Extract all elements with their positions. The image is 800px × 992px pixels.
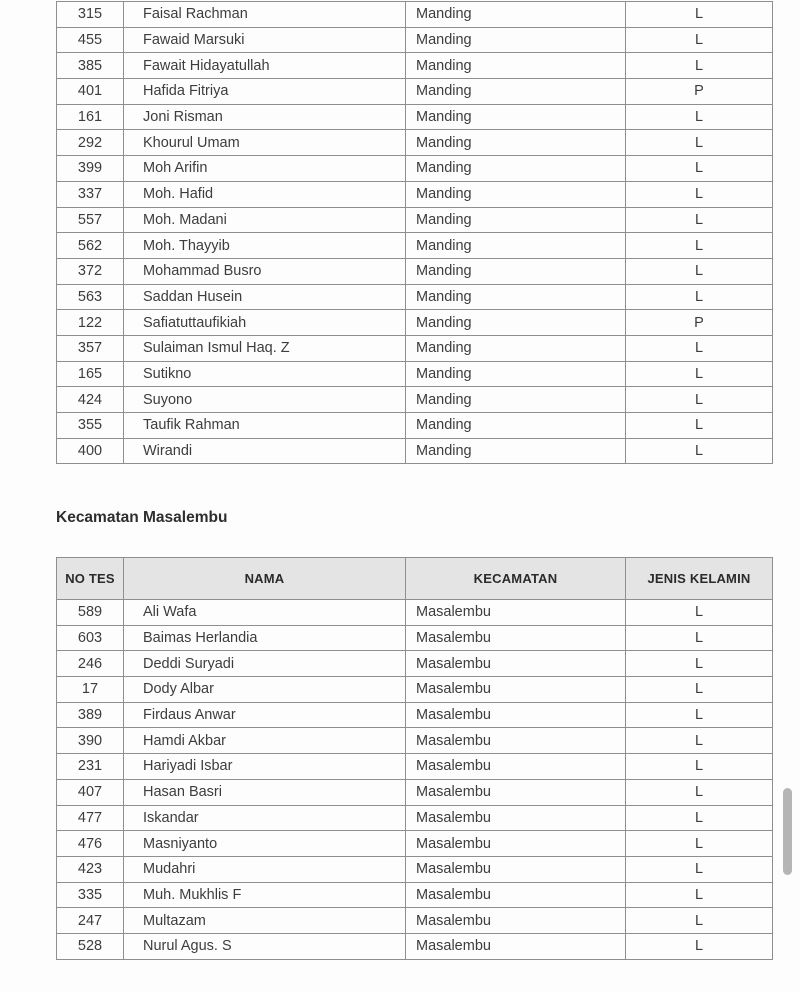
jenis-kelamin-cell: P xyxy=(626,310,773,336)
manding-table-grid xyxy=(56,1,773,464)
jenis-kelamin-cell: L xyxy=(626,651,773,677)
scrollbar-thumb[interactable] xyxy=(783,788,792,875)
no-tes-cell: 292 xyxy=(57,130,124,156)
no-tes-cell: 337 xyxy=(57,181,124,207)
jenis-kelamin-cell: L xyxy=(626,754,773,780)
nama-cell: Fawaid Marsuki xyxy=(124,27,406,53)
table-row xyxy=(57,625,773,651)
manding-table xyxy=(56,1,773,464)
nama-cell: Deddi Suryadi xyxy=(124,651,406,677)
nama-cell: Multazam xyxy=(124,908,406,934)
no-tes-cell: 355 xyxy=(57,413,124,439)
table-row xyxy=(57,2,773,28)
kecamatan-cell: Manding xyxy=(406,130,626,156)
no-tes-cell: 247 xyxy=(57,908,124,934)
jenis-kelamin-cell: L xyxy=(626,181,773,207)
kecamatan-cell: Manding xyxy=(406,361,626,387)
kecamatan-cell: Masalembu xyxy=(406,754,626,780)
jenis-kelamin-cell: L xyxy=(626,335,773,361)
table-row xyxy=(57,233,773,259)
jenis-kelamin-cell: L xyxy=(626,387,773,413)
no-tes-cell: 401 xyxy=(57,79,124,105)
table-row xyxy=(57,310,773,336)
jenis-kelamin-cell: L xyxy=(626,677,773,703)
table-row xyxy=(57,284,773,310)
no-tes-cell: 477 xyxy=(57,805,124,831)
jenis-kelamin-cell: L xyxy=(626,882,773,908)
table-row xyxy=(57,104,773,130)
no-tes-cell: 563 xyxy=(57,284,124,310)
jenis-kelamin-cell: L xyxy=(626,625,773,651)
jenis-kelamin-cell: L xyxy=(626,104,773,130)
nama-cell: Masniyanto xyxy=(124,831,406,857)
kecamatan-cell: Masalembu xyxy=(406,677,626,703)
table-header-row xyxy=(57,558,773,600)
nama-cell: Hariyadi Isbar xyxy=(124,754,406,780)
nama-cell: Khourul Umam xyxy=(124,130,406,156)
table-row xyxy=(57,361,773,387)
no-tes-cell: 246 xyxy=(57,651,124,677)
table-row xyxy=(57,156,773,182)
jenis-kelamin-cell: L xyxy=(626,831,773,857)
no-tes-cell: 562 xyxy=(57,233,124,259)
kecamatan-header: KECAMATAN xyxy=(406,558,626,600)
kecamatan-cell: Masalembu xyxy=(406,882,626,908)
nama-cell: Hafida Fitriya xyxy=(124,79,406,105)
kecamatan-cell: Manding xyxy=(406,258,626,284)
nama-cell: Ali Wafa xyxy=(124,600,406,626)
masalembu-table-grid xyxy=(56,557,773,960)
nama-cell: Mohammad Busro xyxy=(124,258,406,284)
nama-cell: Taufik Rahman xyxy=(124,413,406,439)
kecamatan-cell: Manding xyxy=(406,79,626,105)
no-tes-cell: 455 xyxy=(57,27,124,53)
nama-cell: Nurul Agus. S xyxy=(124,933,406,959)
jenis-kelamin-cell: L xyxy=(626,438,773,464)
nama-cell: Joni Risman xyxy=(124,104,406,130)
kecamatan-cell: Masalembu xyxy=(406,702,626,728)
kecamatan-cell: Masalembu xyxy=(406,625,626,651)
kecamatan-cell: Masalembu xyxy=(406,805,626,831)
jenis-kelamin-cell: L xyxy=(626,600,773,626)
jenis-kelamin-cell: L xyxy=(626,233,773,259)
jenis-kelamin-cell: L xyxy=(626,207,773,233)
kecamatan-cell: Manding xyxy=(406,2,626,28)
kecamatan-cell: Manding xyxy=(406,233,626,259)
masalembu-table xyxy=(56,557,773,960)
kecamatan-cell: Masalembu xyxy=(406,856,626,882)
no-tes-cell: 399 xyxy=(57,156,124,182)
kecamatan-cell: Masalembu xyxy=(406,651,626,677)
section-heading-masalembu: Kecamatan Masalembu xyxy=(56,509,228,526)
no-tes-cell: 372 xyxy=(57,258,124,284)
kecamatan-cell: Manding xyxy=(406,53,626,79)
jenis-kelamin-cell: L xyxy=(626,361,773,387)
no-tes-cell: 424 xyxy=(57,387,124,413)
no-tes-cell: 165 xyxy=(57,361,124,387)
table-row xyxy=(57,413,773,439)
kecamatan-cell: Manding xyxy=(406,104,626,130)
table-row xyxy=(57,677,773,703)
nama-cell: Saddan Husein xyxy=(124,284,406,310)
nama-cell: Moh. Thayyib xyxy=(124,233,406,259)
kecamatan-cell: Masalembu xyxy=(406,600,626,626)
table-row xyxy=(57,130,773,156)
no-tes-cell: 400 xyxy=(57,438,124,464)
jenis-kelamin-cell: L xyxy=(626,933,773,959)
table-row xyxy=(57,335,773,361)
table-row xyxy=(57,856,773,882)
jenis-kelamin-cell: L xyxy=(626,856,773,882)
table-row xyxy=(57,779,773,805)
nama-cell: Safiatuttaufikiah xyxy=(124,310,406,336)
kecamatan-cell: Manding xyxy=(406,284,626,310)
table-row xyxy=(57,27,773,53)
table-row xyxy=(57,882,773,908)
kecamatan-cell: Masalembu xyxy=(406,831,626,857)
nama-cell: Faisal Rachman xyxy=(124,2,406,28)
table-row xyxy=(57,181,773,207)
jenis-kelamin-cell: L xyxy=(626,728,773,754)
table-row xyxy=(57,754,773,780)
table-row xyxy=(57,908,773,934)
nama-cell: Fawait Hidayatullah xyxy=(124,53,406,79)
kecamatan-cell: Manding xyxy=(406,438,626,464)
jenis-kelamin-cell: L xyxy=(626,53,773,79)
nama-cell: Iskandar xyxy=(124,805,406,831)
nama-cell: Moh Arifin xyxy=(124,156,406,182)
no-tes-cell: 389 xyxy=(57,702,124,728)
kecamatan-cell: Manding xyxy=(406,27,626,53)
no-tes-cell: 589 xyxy=(57,600,124,626)
no-tes-cell: 557 xyxy=(57,207,124,233)
no-tes-cell: 231 xyxy=(57,754,124,780)
kecamatan-cell: Manding xyxy=(406,310,626,336)
no-tes-header: NO TES xyxy=(57,558,124,600)
nama-cell: Moh. Madani xyxy=(124,207,406,233)
nama-cell: Muh. Mukhlis F xyxy=(124,882,406,908)
jenis-kelamin-cell: L xyxy=(626,702,773,728)
kecamatan-cell: Manding xyxy=(406,413,626,439)
no-tes-cell: 122 xyxy=(57,310,124,336)
nama-cell: Sulaiman Ismul Haq. Z xyxy=(124,335,406,361)
table-row xyxy=(57,387,773,413)
no-tes-cell: 603 xyxy=(57,625,124,651)
jenis-kelamin-cell: L xyxy=(626,130,773,156)
no-tes-cell: 528 xyxy=(57,933,124,959)
jenis-kelamin-cell: L xyxy=(626,908,773,934)
table-row xyxy=(57,600,773,626)
jenis-kelamin-cell: P xyxy=(626,79,773,105)
nama-cell: Wirandi xyxy=(124,438,406,464)
table-row xyxy=(57,79,773,105)
nama-cell: Baimas Herlandia xyxy=(124,625,406,651)
no-tes-cell: 161 xyxy=(57,104,124,130)
nama-cell: Sutikno xyxy=(124,361,406,387)
jenis-kelamin-cell: L xyxy=(626,156,773,182)
table-row xyxy=(57,702,773,728)
jenis-kelamin-cell: L xyxy=(626,258,773,284)
nama-cell: Hamdi Akbar xyxy=(124,728,406,754)
jenis-kelamin-cell: L xyxy=(626,2,773,28)
jenis-kelamin-header: JENIS KELAMIN xyxy=(626,558,773,600)
kecamatan-cell: Manding xyxy=(406,335,626,361)
no-tes-cell: 407 xyxy=(57,779,124,805)
table-row xyxy=(57,651,773,677)
no-tes-cell: 357 xyxy=(57,335,124,361)
no-tes-cell: 476 xyxy=(57,831,124,857)
table-row xyxy=(57,258,773,284)
table-row xyxy=(57,728,773,754)
nama-cell: Suyono xyxy=(124,387,406,413)
nama-cell: Dody Albar xyxy=(124,677,406,703)
nama-cell: Firdaus Anwar xyxy=(124,702,406,728)
no-tes-cell: 423 xyxy=(57,856,124,882)
jenis-kelamin-cell: L xyxy=(626,284,773,310)
nama-cell: Hasan Basri xyxy=(124,779,406,805)
kecamatan-cell: Manding xyxy=(406,387,626,413)
jenis-kelamin-cell: L xyxy=(626,27,773,53)
jenis-kelamin-cell: L xyxy=(626,805,773,831)
table-row xyxy=(57,805,773,831)
table-row xyxy=(57,207,773,233)
no-tes-cell: 335 xyxy=(57,882,124,908)
table-row xyxy=(57,53,773,79)
no-tes-cell: 17 xyxy=(57,677,124,703)
kecamatan-cell: Masalembu xyxy=(406,908,626,934)
nama-cell: Moh. Hafid xyxy=(124,181,406,207)
kecamatan-cell: Manding xyxy=(406,181,626,207)
jenis-kelamin-cell: L xyxy=(626,413,773,439)
table-row xyxy=(57,933,773,959)
kecamatan-cell: Manding xyxy=(406,156,626,182)
kecamatan-cell: Masalembu xyxy=(406,933,626,959)
no-tes-cell: 315 xyxy=(57,2,124,28)
kecamatan-cell: Masalembu xyxy=(406,779,626,805)
kecamatan-cell: Manding xyxy=(406,207,626,233)
jenis-kelamin-cell: L xyxy=(626,779,773,805)
table-row xyxy=(57,438,773,464)
no-tes-cell: 390 xyxy=(57,728,124,754)
table-row xyxy=(57,831,773,857)
nama-cell: Mudahri xyxy=(124,856,406,882)
nama-header: NAMA xyxy=(124,558,406,600)
no-tes-cell: 385 xyxy=(57,53,124,79)
kecamatan-cell: Masalembu xyxy=(406,728,626,754)
